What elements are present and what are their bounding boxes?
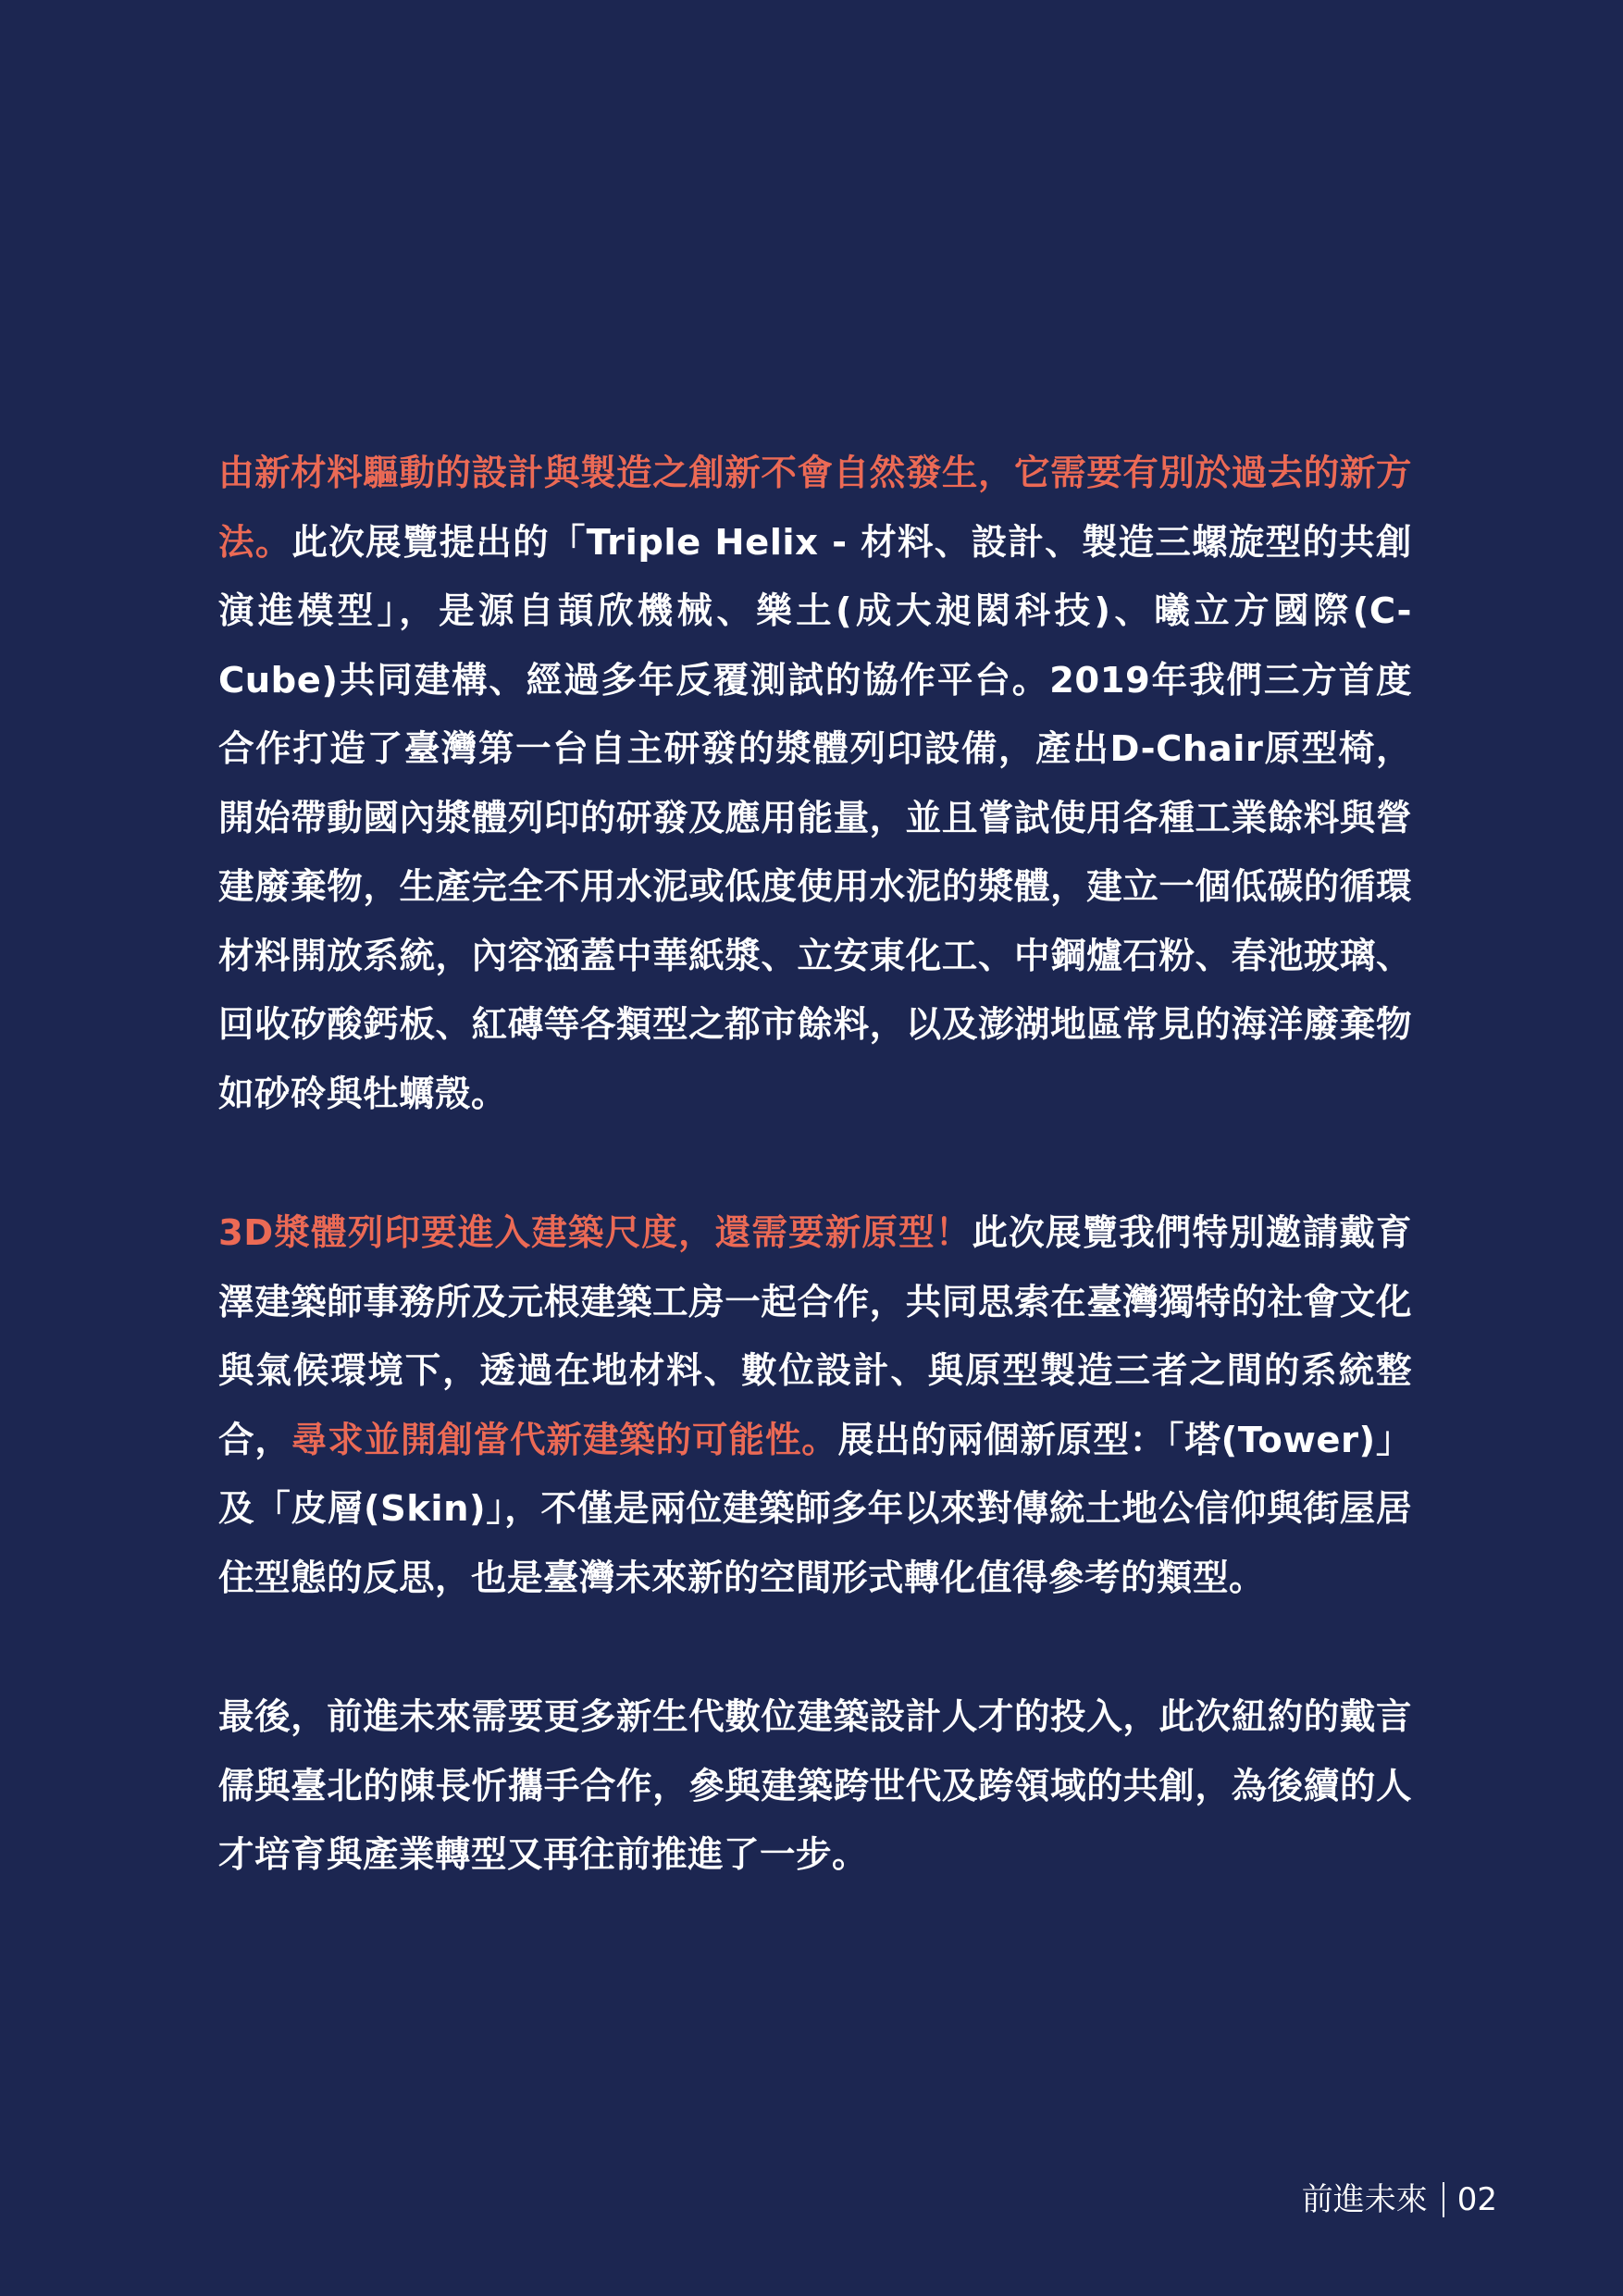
page-number: 02	[1456, 2181, 1497, 2218]
paragraph-text: 最後，前進未來需要更多新生代數位建築設計人才的投入，此次紐約的戴言儒與臺北的陳長忻攜手合作，參與建築跨世代及跨領域的共創，為後續的人才培育與產業轉型又再往前推進了一步。	[218, 1696, 1412, 1876]
footer-divider	[1443, 2182, 1444, 2217]
highlight-text: 3D漿體列印要進入建築尺度，還需要新原型！	[218, 1212, 973, 1254]
page-footer	[1302, 2177, 1497, 2223]
paragraph-future-talent	[218, 1683, 1412, 1891]
paragraph-materials	[218, 440, 1412, 1129]
paragraph-text: 此次展覽提出的「Triple Helix - 材料、設計、製造三螺旋型的共創演進模型」，是源自頡欣機械、樂土(成大昶閎科技)、曦立方國際(C-Cube)共同建構、經過多年反覆測試的協作平台。2019年我們三方首度合作打造了臺灣第一台自主研發的漿體列印設備，產出D-Chair原型椅，開始帶動國內漿體列印的研發及應用能量，並且嘗試使用各種工業餘料與營建廢棄物，生產完全不用水泥或低度使用水泥的漿體，建立一個低碳的循環材料開放系統，內容涵蓋中華紙漿、立安東化工、中鋼爐石粉、春池玻璃、回收矽酸鈣板、紅磚等各類型之都市餘料，以及澎湖地區常見的海洋廢棄物如砂砱與牡蠣殼。	[218, 521, 1412, 1115]
article-body	[218, 440, 1412, 1891]
highlight-text: 由新材料驅動的設計與製造之創新不會自然發生，它需要有別於過去的新方法。	[218, 453, 1412, 564]
paragraph-text: 此次展覽我們特別邀請戴育澤建築師事務所及元根建築工房一起合作，共同思索在臺灣獨特的社會文化與氣候環境下，透過在地材料、數位設計、與原型製造三者之間的系統整合，	[218, 1212, 1412, 1461]
highlight-text-secondary: 尋求並開創當代新建築的可能性。	[291, 1419, 838, 1461]
paragraph-prototype	[218, 1199, 1412, 1613]
paragraph-text-continued: 展出的兩個新原型：「塔(Tower)」及「皮層(Skin)」，不僅是兩位建築師多年以來對傳統土地公信仰與街屋居住型態的反思，也是臺灣未來新的空間形式轉化值得參考的類型。	[218, 1419, 1412, 1599]
footer-title: 前進未來	[1301, 2181, 1428, 2218]
